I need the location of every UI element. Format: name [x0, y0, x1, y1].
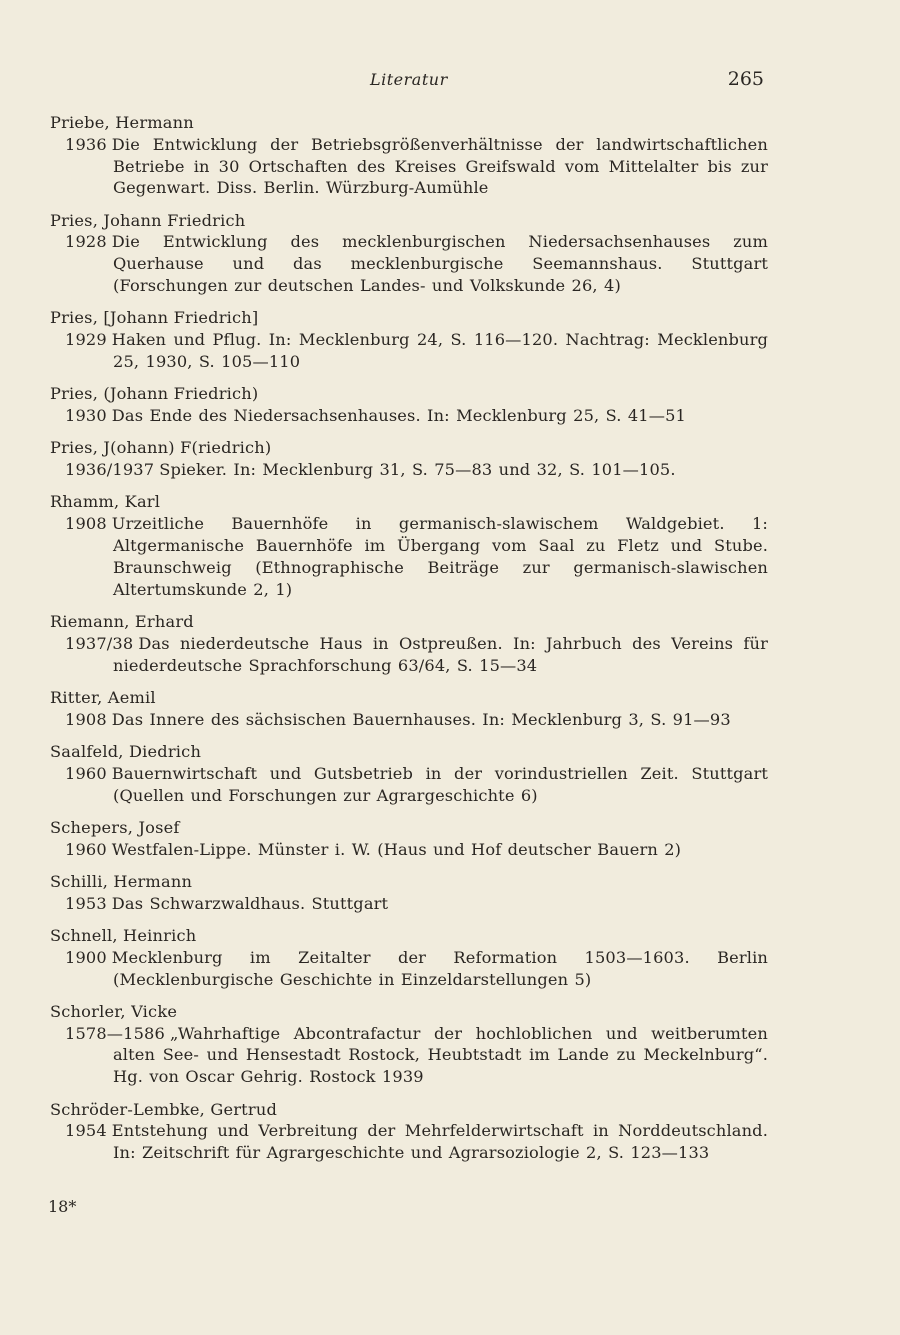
entry-year: 1936	[65, 134, 107, 154]
entry-author: Pries, Johann Friedrich	[50, 210, 246, 230]
bibliography-entry	[48, 210, 768, 297]
entry-year: 1954	[65, 1121, 107, 1141]
entry-text: Das niederdeutsche Haus in Ostpreußen. In: Jahrbuch des Vereins für niederdeutsche Sprachforschung 63/64, S. 15—34	[113, 633, 768, 675]
entry-year: 1960	[65, 839, 107, 859]
entry-year: 1578—1586	[65, 1023, 165, 1043]
entry-work	[48, 329, 768, 373]
entry-work	[48, 134, 768, 199]
entry-text: Das Innere des sächsischen Bauernhauses. In: Mecklenburg 3, S. 91—93	[111, 709, 731, 729]
entry-author: Ritter, Aemil	[50, 687, 156, 707]
entry-author: Schnell, Heinrich	[50, 926, 197, 945]
entry-author: Pries, [Johann Friedrich]	[50, 308, 259, 328]
bibliography-entry	[48, 1099, 768, 1164]
entry-author: Pries, (Johann Friedrich)	[50, 384, 259, 404]
entry-text: Das Ende des Niedersachsenhauses. In: Mecklenburg 25, S. 41—51	[111, 406, 686, 426]
entry-author: Pries, J(ohann) F(riedrich)	[50, 438, 272, 458]
entry-author: Rhamm, Karl	[50, 492, 161, 512]
entry-work	[48, 459, 768, 481]
entry-work	[48, 947, 768, 991]
bibliography-entry	[48, 112, 768, 199]
entry-text: „Wahrhaftige Abcontrafactur der hochloblichen und weitberumten alten See- und Hensestadt Rostock, Heubtstadt im Lande zu Meckelnburg“. Hg. von Oscar Gehrig. Rostock 1939	[113, 1023, 768, 1087]
entry-author: Schepers, Josef	[50, 817, 180, 837]
entry-author: Schorler, Vicke	[50, 1001, 178, 1021]
bibliography-entry	[48, 307, 768, 372]
entry-text: Bauernwirtschaft und Gutsbetrieb in der vorindustriellen Zeit. Stuttgart (Quellen und Forschungen zur Agrargeschichte 6)	[111, 763, 768, 805]
entry-work	[48, 1023, 768, 1088]
entry-text: Haken und Pflug. In: Mecklenburg 24, S. 116—120. Nachtrag: Mecklenburg 25, 1930, S. 105—110	[111, 330, 768, 371]
entry-year: 1960	[65, 763, 107, 783]
entry-text: Das Schwarzwaldhaus. Stuttgart	[111, 893, 389, 913]
entry-text: Westfalen-Lippe. Münster i. W. (Haus und Hof deutscher Bauern 2)	[111, 839, 682, 859]
page-header	[0, 68, 900, 96]
entry-work	[48, 405, 768, 427]
bibliography-entry	[48, 1001, 768, 1088]
entry-text: Mecklenburg im Zeitalter der Reformation 1503—1603. Berlin (Mecklenburgische Geschichte in Einzeldarstellungen 5)	[111, 947, 768, 989]
entry-work	[48, 633, 768, 677]
entry-year: 1929	[65, 330, 107, 350]
bibliography-entry	[48, 817, 768, 861]
bibliography-entry	[48, 491, 768, 600]
entry-text: Spieker. In: Mecklenburg 31, S. 75—83 und 32, S. 101—105.	[159, 460, 676, 480]
entry-work	[48, 231, 768, 296]
entry-year: 1900	[65, 947, 107, 967]
entry-author: Priebe, Hermann	[50, 113, 194, 132]
entry-author: Schröder-Lembke, Gertrud	[50, 1099, 278, 1119]
page-number: 265	[727, 68, 764, 90]
entry-text: Die Entwicklung der Betriebsgrößenverhältnisse der landwirtschaftlichen Betriebe in 30 Ortschaften des Kreises Greifswald vom Mittelalter bis zur Gegenwart. Diss. Berlin. Würzburg-Aumühle	[111, 134, 768, 198]
bibliography-entry	[48, 687, 768, 731]
entry-work	[48, 709, 768, 731]
sheet-signature: 18*	[48, 1197, 77, 1216]
bibliography-list	[48, 112, 768, 1174]
bibliography-entry	[48, 925, 768, 990]
bibliography-entry	[48, 741, 768, 806]
bibliography-entry	[48, 383, 768, 427]
entry-work	[48, 839, 768, 861]
running-title: Literatur	[370, 70, 448, 89]
bibliography-entry	[48, 611, 768, 676]
bibliography-entry	[48, 437, 768, 481]
entry-year: 1953	[65, 893, 107, 913]
bibliography-entry	[48, 871, 768, 915]
entry-year: 1937/38	[65, 633, 134, 653]
entry-work	[48, 893, 768, 915]
entry-year: 1930	[65, 406, 107, 426]
entry-text: Urzeitliche Bauernhöfe in germanisch-slawischem Waldgebiet. 1: Altgermanische Bauernhöfe im Übergang vom Saal zu Fletz und Stube. Braunschweig (Ethnographische Beiträge zur germanisch-slawischen Altertumskunde 2, 1)	[111, 514, 768, 599]
entry-work	[48, 763, 768, 807]
entry-text: Die Entwicklung des mecklenburgischen Niedersachsenhauses zum Querhause und das mecklenburgische Seemannshaus. Stuttgart (Forschungen zur deutschen Landes- und Volkskunde 26, 4)	[111, 232, 768, 296]
entry-text: Entstehung und Verbreitung der Mehrfelderwirtschaft in Norddeutschland. In: Zeitschrift für Agrargeschichte und Agrarsoziologie 2, S. 123—133	[111, 1121, 768, 1163]
entry-year: 1928	[65, 232, 107, 252]
entry-year: 1908	[65, 514, 107, 534]
entry-work	[48, 1120, 768, 1164]
entry-work	[48, 513, 768, 600]
entry-author: Saalfeld, Diedrich	[50, 741, 202, 761]
entry-year: 1908	[65, 709, 107, 729]
entry-year: 1936/1937	[65, 460, 155, 480]
entry-author: Schilli, Hermann	[50, 871, 193, 891]
entry-author: Riemann, Erhard	[50, 611, 194, 631]
